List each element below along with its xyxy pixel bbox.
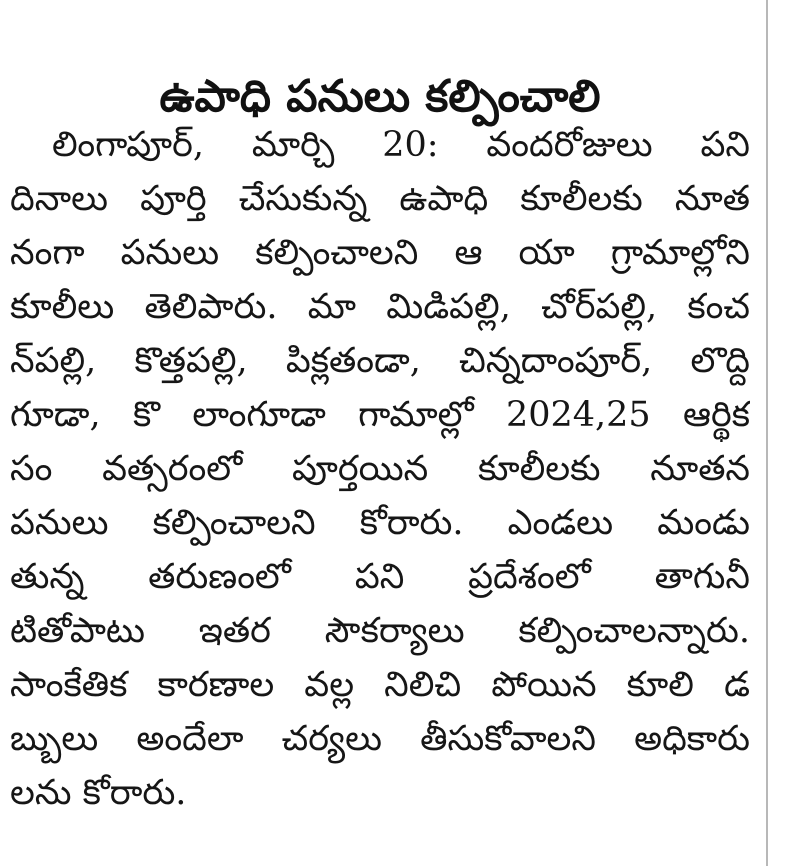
article-headline: ఉపాధి పనులు కల్పించాలి	[159, 71, 601, 123]
article-body	[10, 118, 750, 806]
article-line: దినాలు పూర్తి చేసుకున్న ఉపాధి కూలీలకు నూత	[10, 179, 750, 219]
article-line: న్‌పల్లి, కొత్తపల్లి, పిక్లతండా, చిన్నదాంపూర్, లొద్ది	[10, 341, 750, 381]
article-line: లను కోరారు.	[10, 773, 187, 806]
column-divider	[766, 0, 768, 866]
article-line: బ్బులు అందేలా చర్యలు తీసుకోవాలని అధికారు	[10, 719, 750, 759]
article-line: గూడా, కొ లాంగూడా గామాల్లో 2024,25 ఆర్థిక	[10, 395, 750, 435]
article-line: కూలీలు తెలిపారు. మా మిడిపల్లి, చోర్‌పల్లి, కంచ	[10, 287, 750, 327]
article-line: తున్న తరుణంలో పని ప్రదేశంలో తాగునీ	[10, 557, 750, 597]
article-line: సం వత్సరంలో పూర్తయిన కూలీలకు నూతన	[10, 449, 750, 489]
article-line: నంగా పనులు కల్పించాలని ఆ యా గ్రామాల్లోని	[10, 233, 750, 273]
article-line: సాంకేతిక కారణాల వల్ల నిలిచి పోయిన కూలి డ	[10, 665, 750, 705]
article-line: టితోపాటు ఇతర సౌకర్యాలు కల్పించాలన్నారు.	[10, 611, 750, 651]
article-line: లింగాపూర్, మార్చి 20: వందరోజులు పని	[52, 125, 750, 165]
article-line: పనులు కల్పించాలని కోరారు. ఎండలు మండు	[10, 503, 750, 543]
